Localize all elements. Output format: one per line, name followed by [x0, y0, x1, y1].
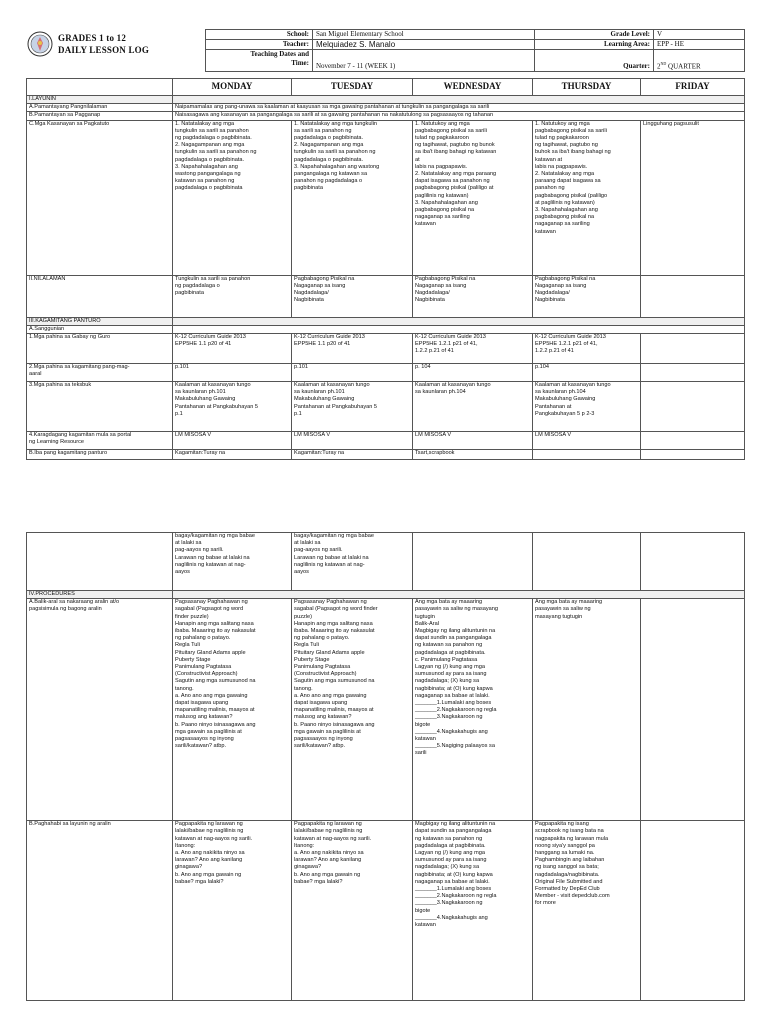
row-label: 4.Karagdagang kagamitan mula sa portal ng Learning Resource [27, 432, 173, 450]
day-cell-thursday: p.104 [533, 364, 641, 382]
lesson-row [27, 275, 745, 317]
row-label: 3.Mga pahina sa teksbuk [27, 382, 173, 432]
day-cell-tuesday: Pagpapakita ng larawan ng lalaki/babae ng naglilinis ng katawan at nag-aayos ng sarili. Itanong: a. Ano ang nakikita ninyo sa larawan? Ano ang kanilang ginagawa? b. Ano ang mga gawain ng babae? mga lalaki? [292, 821, 413, 1001]
day-cell-monday: Tungkulin sa sarili sa panahon ng pagdadalaga o pagbibinata [173, 275, 292, 317]
teacher-label: Teacher: [206, 40, 313, 50]
day-cell-wednesday: Tsart,scrapbook [413, 450, 533, 460]
school-label: School: [206, 30, 313, 40]
day-cell-monday: 1. Natatalakay ang mga tungkulin sa sarili sa panahon ng pagdadalaga o pagbibinata. 2. Nagagampanan ang mga tungkulin sa sarili sa panahon ng pagdadalaga o pagbibinata. 3. Napahahalagahan ang wastong pangangalaga ng katawan sa panahon ng pagdadalaga o pagbibinata [173, 120, 292, 275]
quarter-value [654, 50, 745, 72]
lesson-row [27, 334, 745, 364]
learning-area-value: EPP - HE [654, 40, 745, 50]
dates-value: November 7 - 11 (WEEK 1) [313, 50, 535, 72]
grade-level-label: Grade Level: [535, 30, 654, 40]
lesson-row [27, 432, 745, 450]
day-cell-thursday: Kaalaman at kasanayan tungo sa kaunlaran ph.104 Makabuluhang Gawaing Pantahanan at Pangkabuhayan 5 p 2-3 [533, 382, 641, 432]
day-cell-friday [641, 450, 745, 460]
day-cell-monday: Pagsasanay Paghahawan ng sagabal (Pagsagot ng word finder puzzle) Hanapin ang mga salitang nasa ibaba. Maaaring ito ay nakasulat ng pahalang o patayo. Regla Tuli Pituitary Gland Adams apple Puberty Stage Panimulang Pagtatasa (Constructivist Approach) Sagutin ang mga sumusunod na tanong. a. Ano ano ang mga gawaing dapat isagawa upang mapanatiling malinis, maayos at malusog ang katawan? b. Paano ninyo isinasagawa ang mga gawain sa paglilinis at pagsasaayos ng inyong sarili/katawan? atbp. [173, 599, 292, 821]
learning-area-label: Learning Area: [535, 40, 654, 50]
day-cell-friday [641, 364, 745, 382]
lesson-table-top [26, 78, 745, 460]
day-cell-tuesday: 1. Natatalakay ang mga tungkulin sa sarili sa panahon ng pagdadalaga o pagbibinata. 2. Nagagampanan ang mga tungkulin sa sarili sa panahon ng pagdadalaga o pagbibinata. 3. Napahahalagahan ang wastong pangangalaga ng katawan sa panahon ng pagdadalaga o pagbibinata [292, 120, 413, 275]
day-cell-friday: Lingguhang pagsusulit [641, 120, 745, 275]
row-label: C.Mga Kasanayan sa Pagkatuto [27, 120, 173, 275]
day-cell-monday: K-12 Curriculum Guide 2013 EPP5HE 1.1 p20 of 41 [173, 334, 292, 364]
row-span-text: Naipamamalas ang pang-unawa sa kaalaman at kaayusan sa mga gawaing pantahanan at tungkulin sa pangangalaga sa sarili [173, 104, 745, 112]
day-cell-tuesday: LM MISOSA V [292, 432, 413, 450]
row-label: B.Paghahabi sa layunin ng aralin [27, 821, 173, 1001]
lesson-row [27, 120, 745, 275]
lesson-row [27, 450, 745, 460]
day-cell-wednesday: p. 104 [413, 364, 533, 382]
teacher-value: Melquiadez S. Manalo [313, 40, 535, 50]
quarter-label: Quarter: [535, 50, 654, 72]
day-thursday: THURSDAY [533, 79, 641, 96]
quarter-suffix: ND [660, 60, 667, 66]
row-span-text [173, 325, 745, 333]
day-cell-friday [641, 334, 745, 364]
day-cell-tuesday: K-12 Curriculum Guide 2013 EPP5HE 1.1 p20 of 41 [292, 334, 413, 364]
row-label: A.Sanggunian [27, 325, 173, 333]
row-label: 1.Mga pahina sa Gabay ng Guro [27, 334, 173, 364]
day-cell-thursday: Pagpapakita ng isang scrapbook ng isang bata na nagpapakita ng larawan mula noong siya'y sanggol pa hanggang sa lumaki na. Paghambingin ang laibahan ng isang sanggol sa bata; nagdadalaga/nagbibinata. Original File Submitted and Formatted by DepEd Club Member - visit depedclub.com for more [533, 821, 641, 1001]
row-span-text [173, 317, 745, 325]
doc-title-dll: DAILY LESSON LOG [58, 45, 150, 55]
day-cell-friday [641, 599, 745, 821]
day-cell-thursday: 1. Natutukoy ang mga pagbabagong pisikal sa sarili tulad ng pagkakaroon ng tagihawat, pagtubo ng buhok sa iba't ibang bahagi ng katawan at labis na pagpapawis. 2. Natatalakay ang mga paraang dapat isagawa sa panahon ng pagbabagong pisikal (paliligo at paglilinis ng katawan) 3. Napahahalagahan ang pagbabagong pisikal na nagaganap sa sariling katawan [533, 120, 641, 275]
day-cell-thursday [533, 450, 641, 460]
day-cell-monday: LM MISOSA V [173, 432, 292, 450]
day-cell-friday [641, 821, 745, 1001]
day-cell-wednesday: Kaalaman at kasanayan tungo sa kaunlaran ph.104 [413, 382, 533, 432]
row-label: II.NILALAMAN [27, 275, 173, 317]
day-cell-friday [641, 533, 745, 591]
day-cell-monday: Pagpapakita ng larawan ng lalaki/babae ng naglilinis ng katawan at nag-aayos ng sarili. Itanong: a. Ano ang nakikita ninyo sa larawan? Ano ang kanilang ginagawa? b. Ano ang mga gawain ng babae? mga lalaki? [173, 821, 292, 1001]
day-cell-wednesday: Magbigay ng ilang alituntunin na dapat sundin sa pangangalaga ng katawan sa panahon ng pagdadalaga at pagbibinata. Lagyan ng (/) kung ang mga sumusunod ay para sa isang nagdadalaga; (X) kung sa nagbibinata; at (O) kung kapwa nagaganap sa babae at lalaki. _______1.Lumalaki ang boses _______2.Nagkakaroon ng regla _______3.Nagkakaroon ng bigote _______4.Nagkakahugis ang katawan [413, 821, 533, 1001]
row-label: B.Pamantayan sa Pagganap [27, 112, 173, 120]
row-label: A.Balik-aral sa nakaraang aralin at/o pagsisimula ng bagong aralin [27, 599, 173, 821]
day-cell-wednesday [413, 533, 533, 591]
day-cell-wednesday: LM MISOSA V [413, 432, 533, 450]
day-cell-wednesday: 1. Natutukoy ang mga pagbabagong pisikal sa sarili tulad ng pagkakaroon ng tagihawat, pagtubo ng bunok sa iba't ibang bahagi ng katawan at labis na pagpapawis. 2. Natatalakay ang mga paraang dapat isagawa sa panahon ng pagbabagong pisikal (paliligo at paglilinis ng katawan) 3. Napahahalagahan ang pagbabagong pisikal na nagaganap sa sariling katawan [413, 120, 533, 275]
quarter-word: QUARTER [666, 62, 701, 70]
school-value: San Miguel Elementary School [313, 30, 535, 40]
top-table-body [27, 96, 745, 460]
day-cell-tuesday: Pagbabagong Pisikal na Nagaganap sa isang Nagdadalaga/ Nagbibinata [292, 275, 413, 317]
doc-title-grades: GRADES 1 to 12 [58, 33, 127, 43]
day-cell-wednesday: Ang mga bata ay maaaring pasayawin sa saliw ng masayang tugtugin Balik-Aral Magbigay ng ilang alituntunin na dapat sundin sa pangangalaga ng katawan sa panahon ng pagdadalaga at pagbibinata. c. Panimulang Pagtatasa Lagyan ng (/) kung ang mga sumusunod ay para sa isang nagdadalaga; (X) kung sa nagbibinata; at (O) kung kapwa nagaganap sa babae at lalaki. _______1.Lumalaki ang boses _______2.Nagkakaroon ng regla _______3.Nagkakaroon ng bigote _______4.Nagkakahugis ang katawan _______5.Nagiging palaayos sa sarili [413, 599, 533, 821]
lesson-row [27, 382, 745, 432]
row-label: I.LAYUNIN [27, 96, 173, 104]
day-cell-friday [641, 382, 745, 432]
day-cell-friday [641, 432, 745, 450]
row-label: 2.Mga pahina sa kagamitang pang-mag- aaral [27, 364, 173, 382]
day-monday: MONDAY [173, 79, 292, 96]
day-cell-wednesday: Pagbabagong Pisikal na Nagaganap sa isang Nagdadalaga/ Nagbibinata [413, 275, 533, 317]
row-span-text [173, 591, 745, 599]
day-cell-wednesday: K-12 Curriculum Guide 2013 EPP5HE 1.2.1 p21 of 41, 1.2.2 p.21 of 41 [413, 334, 533, 364]
day-cell-tuesday: bagay/kagamitan ng mga babae at lalaki sa pag-aayos ng sarili. Larawan ng babae at lalaki na naglilinis ng katawan at nag- aayos [292, 533, 413, 591]
day-cell-tuesday: p.101 [292, 364, 413, 382]
lesson-row [27, 317, 745, 325]
quarter-number: 2 [657, 62, 661, 70]
day-tuesday: TUESDAY [292, 79, 413, 96]
dates-label [206, 50, 313, 72]
header-info-table [205, 29, 745, 72]
day-cell-thursday: Pagbabagong Pisikal na Nagaganap sa isang Nagdadalaga/ Nagbibinata [533, 275, 641, 317]
day-cell-monday: bagay/kagamitan ng mga babae at lalaki sa pag-aayos ng sarili. Larawan ng babae at lalaki na naglilinis ng katawan at nag- aayos [173, 533, 292, 591]
lesson-row [27, 591, 745, 599]
day-cell-thursday: Ang mga bata ay maaaring pasayawin sa saliw ng masayang tugtugin [533, 599, 641, 821]
lesson-row [27, 104, 745, 112]
day-cell-thursday: LM MISOSA V [533, 432, 641, 450]
day-cell-monday: p.101 [173, 364, 292, 382]
day-cell-monday: Kagamitan:Turay na [173, 450, 292, 460]
row-label: III.KAGAMITANG PANTURO [27, 317, 173, 325]
day-header-empty [27, 79, 173, 96]
dates-label-line1: Teaching Dates and [250, 50, 309, 58]
lesson-row [27, 533, 745, 591]
row-label: A.Pamantayang Pangnilalaman [27, 104, 173, 112]
day-wednesday: WEDNESDAY [413, 79, 533, 96]
day-cell-thursday [533, 533, 641, 591]
row-label: IV.PROCEDURES [27, 591, 173, 599]
deped-seal-icon [27, 31, 53, 57]
grade-level-value: V [654, 30, 745, 40]
dates-label-line2: Time: [291, 59, 309, 67]
day-cell-friday [641, 275, 745, 317]
lesson-row [27, 96, 745, 104]
bottom-table-body [27, 533, 745, 1001]
row-span-text [173, 96, 745, 104]
row-span-text: Naisasagawa ang kasanayan sa pangangalaga sa sarili at sa gawaing pantahanan na nakatutulong sa pagsasaayos ng tahanan [173, 112, 745, 120]
lesson-row [27, 112, 745, 120]
row-label: B.Iba pang kagamitang panturo [27, 450, 173, 460]
lesson-row [27, 325, 745, 333]
day-friday: FRIDAY [641, 79, 745, 96]
row-label [27, 533, 173, 591]
day-cell-tuesday: Kagamitan:Turay na [292, 450, 413, 460]
lesson-row [27, 364, 745, 382]
day-cell-monday: Kaalaman at kasanayan tungo sa kaunlaran ph.101 Makabuluhang Gawaing Pantahanan at Pangkabuhayan 5 p.1 [173, 382, 292, 432]
day-header-row [27, 79, 745, 96]
day-cell-tuesday: Kaalaman at kasanayan tungo sa kaunlaran ph.101 Makabuluhang Gawaing Pantahanan at Pangkabuhayan 5 p.1 [292, 382, 413, 432]
lesson-row [27, 599, 745, 821]
lesson-row [27, 821, 745, 1001]
day-cell-thursday: K-12 Curriculum Guide 2013 EPP5HE 1.2.1 p21 of 41, 1.2.2 p.21 of 41 [533, 334, 641, 364]
lesson-table-bottom [26, 532, 745, 1001]
day-cell-tuesday: Pagsasanay Paghahawan ng sagabal (Pagsagot ng word finder puzzle) Hanapin ang mga salitang nasa ibaba. Maaaring ito ay nakasulat ng pahalang o patayo. Regla Tuli Pituitary Gland Adams apple Puberty Stage Panimulang Pagtatasa (Constructivist Approach) Sagutin ang mga sumusunod na tanong. a. Ano ano ang mga gawaing dapat isagawa upang mapanatiling malinis, maayos at malusog ang katawan? b. Paano ninyo isinasagawa ang mga gawain sa paglilinis at pagsasaayos ng inyong sarili/katawan? atbp. [292, 599, 413, 821]
